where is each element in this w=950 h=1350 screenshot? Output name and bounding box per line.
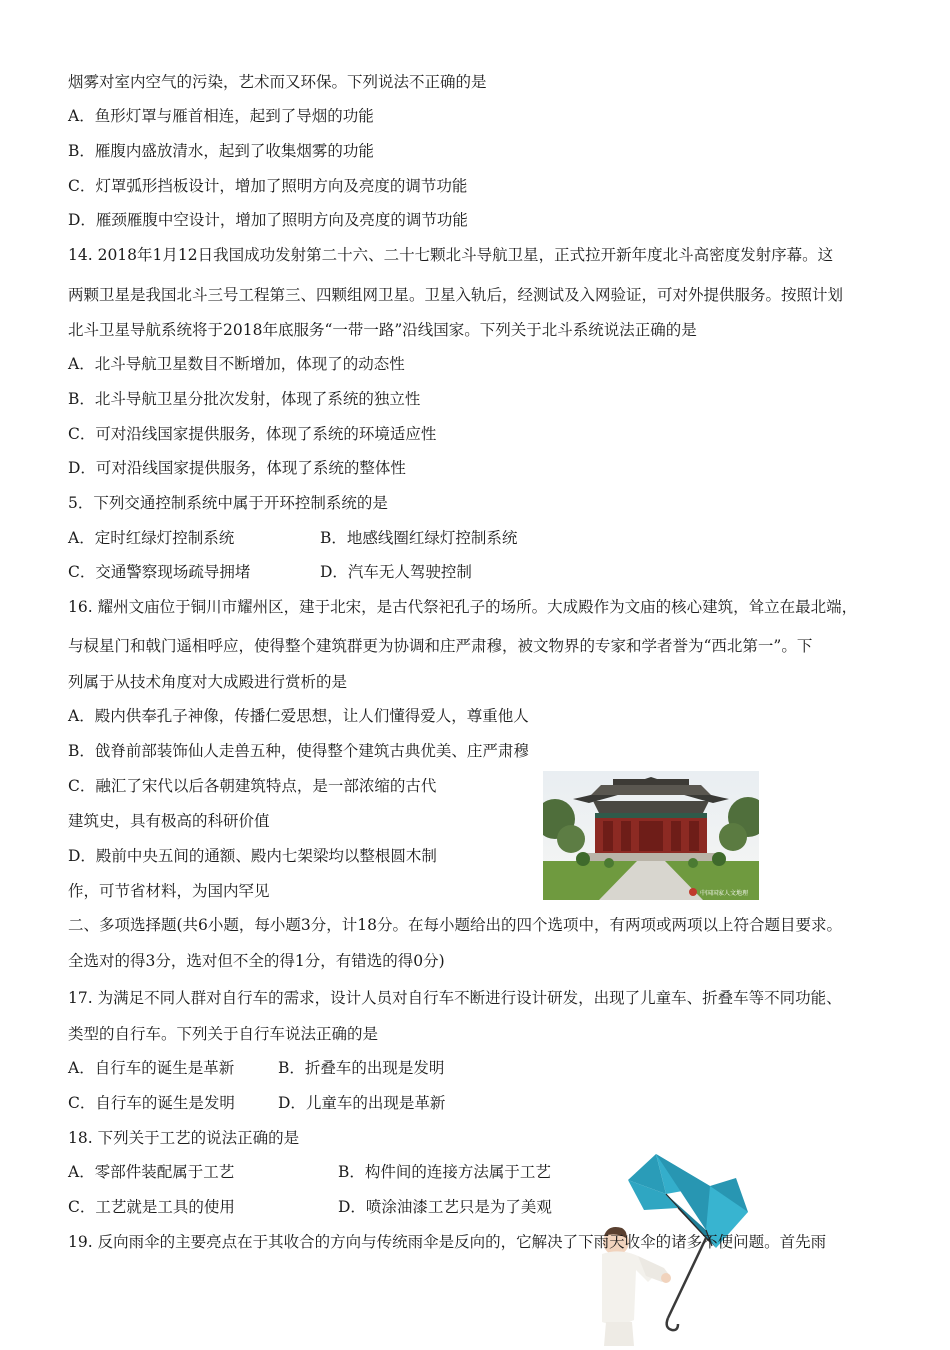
q15-option-c: C．交通警察现场疏导拥堵 [68, 563, 251, 581]
temple-photo [543, 771, 759, 900]
q13-option-d: D．雁颈雁腹中空设计，增加了照明方向及亮度的调节功能 [68, 211, 468, 229]
section2-heading-line-1: 二、多项选择题(共6小题，每小题3分，计18分。在每小题给出的四个选项中，有两项或两项以上符合题目要求。 [68, 916, 842, 934]
section2-heading-line-2: 全选对的得3分，选对但不全的得1分，有错选的得0分) [68, 952, 445, 970]
q16-option-d-cont: 作，可节省材料，为国内罕见 [68, 882, 270, 900]
q16-option-b: B．戗脊前部装饰仙人走兽五种，使得整个建筑古典优美、庄严肃穆 [68, 742, 529, 760]
q14-stem-line-2: 两颗卫星是我国北斗三号工程第三、四颗组网卫星。卫星入轨后，经测试及入网验证，可对外提供服务。按照计划 [68, 286, 844, 304]
q16-option-a: A．殿内供奉孔子神像，传播仁爱思想，让人们懂得爱人，尊重他人 [68, 707, 529, 725]
q18-stem: 18. 下列关于工艺的说法正确的是 [68, 1129, 300, 1147]
q15-option-b: B．地感线圈红绿灯控制系统 [320, 529, 518, 547]
q13-option-c: C．灯罩弧形挡板设计，增加了照明方向及亮度的调节功能 [68, 177, 468, 195]
q13-option-b: B．雁腹内盛放清水，起到了收集烟雾的功能 [68, 142, 374, 160]
q13-option-a: A．鱼形灯罩与雁首相连，起到了导烟的功能 [68, 107, 374, 125]
q17-option-b: B．折叠车的出现是发明 [278, 1059, 445, 1077]
q18-options-row-1 [68, 1162, 551, 1182]
q17-stem-line-2: 类型的自行车。下列关于自行车说法正确的是 [68, 1025, 379, 1043]
q18-option-d: D．喷涂油漆工艺只是为了美观 [338, 1198, 552, 1216]
q14-stem-line-1: 14. 2018年1月12日我国成功发射第二十六、二十七颗北斗导航卫星，正式拉开新年度北斗高密度发射序幕。这 [68, 246, 834, 264]
q14-option-a: A．北斗导航卫星数目不断增加，体现了的动态性 [68, 355, 405, 373]
q15-options-row-2 [68, 562, 472, 582]
q18-option-a: A．零部件装配属于工艺 [68, 1163, 235, 1181]
q15-options-row-1 [68, 528, 518, 548]
q17-option-a: A．自行车的诞生是革新 [68, 1059, 235, 1077]
q17-options-row-2 [68, 1093, 446, 1113]
q14-option-b: B．北斗导航卫星分批次发射，体现了系统的独立性 [68, 390, 421, 408]
q19-stem: 19. 反向雨伞的主要亮点在于其收合的方向与传统雨伞是反向的，它解决了下雨天收伞的诸多不便问题。首先雨 [68, 1233, 827, 1251]
q13-stem: 烟雾对室内空气的污染，艺术而又环保。下列说法不正确的是 [68, 73, 487, 91]
q17-option-c: C．自行车的诞生是发明 [68, 1094, 235, 1112]
q16-stem-line-3: 列属于从技术角度对大成殿进行赏析的是 [68, 673, 348, 691]
q16-option-c-cont: 建筑史，具有极高的科研价值 [68, 812, 270, 830]
q15-option-a: A．定时红绿灯控制系统 [68, 529, 235, 547]
q15-option-d: D．汽车无人驾驶控制 [320, 563, 472, 581]
q14-option-d: D．可对沿线国家提供服务，体现了系统的整体性 [68, 459, 406, 477]
q18-option-b: B．构件间的连接方法属于工艺 [338, 1163, 551, 1181]
temple-photo-watermark: 中国国家人文地理 [700, 890, 749, 897]
q17-option-d: D．儿童车的出现是革新 [278, 1094, 446, 1112]
q14-option-c: C．可对沿线国家提供服务，体现了系统的环境适应性 [68, 425, 437, 443]
q18-options-row-2 [68, 1197, 552, 1217]
q18-option-c: C．工艺就是工具的使用 [68, 1198, 235, 1216]
q16-option-c: C．融汇了宋代以后各朝建筑特点，是一部浓缩的古代 [68, 777, 437, 795]
q17-stem-line-1: 17. 为满足不同人群对自行车的需求，设计人员对自行车不断进行设计研发，出现了儿童车、折叠车等不同功能、 [68, 989, 842, 1007]
q16-option-d: D．殿前中央五间的通额、殿内七架梁均以整根圆木制 [68, 847, 437, 865]
q17-options-row-1 [68, 1058, 445, 1078]
q16-stem-line-2: 与棂星门和戟门遥相呼应，使得整个建筑群更为协调和庄严肃穆，被文物界的专家和学者誉为“西北第一”。下 [68, 637, 813, 655]
q14-stem-line-3: 北斗卫星导航系统将于2018年底服务“一带一路”沿线国家。下列关于北斗系统说法正确的是 [68, 321, 697, 339]
q15-stem: 5．下列交通控制系统中属于开环控制系统的是 [68, 494, 388, 512]
q16-stem-line-1: 16. 耀州文庙位于铜川市耀州区，建于北宋，是古代祭祀孔子的场所。大成殿作为文庙的核心建筑，耸立在最北端， [68, 598, 858, 616]
